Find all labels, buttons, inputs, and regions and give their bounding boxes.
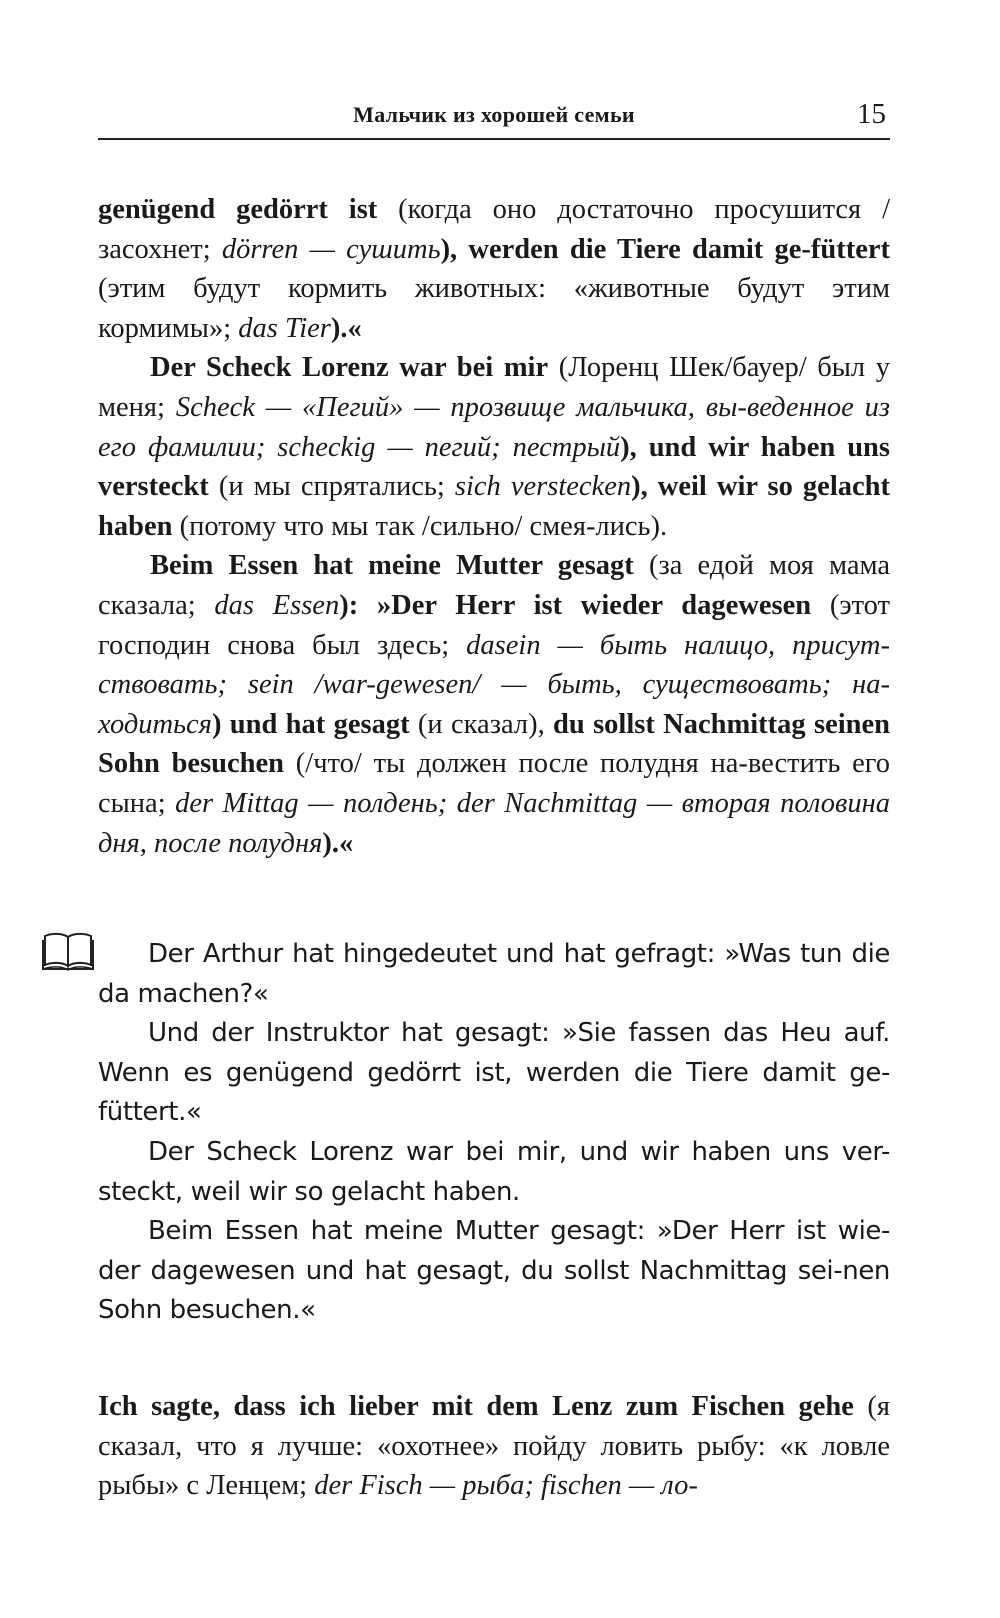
german-phrase: ).« (330, 312, 362, 344)
german-phrase: ): »Der Herr ist wieder dagewesen (339, 589, 812, 621)
gloss: der Mittag — полдень; der Nachmittag — вторая половина дня, после полудня (98, 787, 890, 859)
german-phrase: Der Scheck Lorenz war bei mir (150, 352, 549, 384)
gloss: der Fisch — рыба; fischen — ло- (314, 1470, 698, 1502)
translation: (и мы спрятались; (208, 471, 455, 503)
translation: (когда оно достаточно просушится / засохнет; (98, 194, 890, 265)
translation: (за едой моя мама сказала; (98, 550, 891, 621)
reading-paragraph-1: Der Arthur hat hingedeutet und hat gefragt: »Was tun die da machen?« (98, 939, 890, 1009)
translation: (и сказал), (409, 708, 554, 740)
gloss: sich verstecken (454, 471, 632, 503)
gloss: dörren — сушить (221, 233, 441, 265)
running-title: Мальчик из хорошей семьи (353, 102, 635, 127)
translation: (этим будут кормить животных: «животные будут этим кормимы»; (98, 273, 890, 344)
reading-paragraph-4: Beim Essen hat meine Mutter gesagt: »Der Herr ist wie-der dagewesen und hat gesagt, du sollst Nachmittag sei-nen Sohn besuchen.« (98, 1216, 890, 1326)
german-phrase: ).« (322, 827, 354, 859)
annotated-paragraph-2 (98, 348, 890, 546)
annotated-text-block (98, 190, 890, 863)
translation: (Лоренц Шек/бауер/ был у меня; (98, 352, 890, 423)
reading-paragraph-3: Der Scheck Lorenz war bei mir, und wir haben uns ver-steckt, weil wir so gelacht haben. (98, 1136, 890, 1207)
german-phrase: du sollst Nachmittag seinen Sohn besuchen (98, 708, 890, 780)
gloss: dasein — быть налицо, присут-ствовать; sein /war-gewesen/ — быть, существовать; на-ходиться (98, 629, 891, 740)
gloss: das Tier (238, 312, 331, 344)
running-head (98, 98, 890, 140)
german-phrase: genügend gedörrt ist (98, 194, 378, 225)
gloss: Scheck — «Пегий» — прозвище мальчика, вы-веденное из его фамилии; scheckig — пегий; пестрый (98, 391, 890, 463)
translation: (потому что мы так /сильно/ смея-лись). (172, 510, 668, 542)
german-phrase: Beim Essen hat meine Mutter gesagt (150, 550, 634, 582)
german-phrase: ), werden die Tiere damit ge-füttert (440, 233, 890, 265)
german-phrase: ), weil wir so gelacht haben (98, 471, 890, 542)
german-phrase: Ich sagte, dass ich lieber mit dem Lenz zum Fischen gehe (98, 1391, 854, 1422)
annotated-paragraph-3 (98, 546, 890, 863)
next-annotated-paragraph (98, 1387, 890, 1506)
translation: (/что/ ты должен после полудня на-вестить его сына; (98, 748, 890, 819)
page-number: 15 (857, 98, 886, 130)
translation: (этот господин снова был здесь; (98, 589, 890, 661)
german-phrase: ), und wir haben uns versteckt (98, 431, 890, 503)
gloss: das Essen (214, 589, 340, 621)
translation: (я сказал, что я лучше: «охотнее» пойду ловить рыбу: «к ловле рыбы» с Ленцем; (98, 1391, 890, 1502)
german-phrase: ) und hat gesagt (211, 708, 410, 740)
reading-text-block (98, 935, 890, 1331)
reading-paragraph-2: Und der Instruktor hat gesagt: »Sie fassen das Heu auf. Wenn es genügend gedörrt ist, werden die Tiere damit ge-füttert.« (98, 1018, 890, 1128)
open-book-icon (42, 930, 94, 972)
annotated-paragraph-1 (98, 190, 890, 348)
next-annotated-block (98, 1387, 890, 1506)
